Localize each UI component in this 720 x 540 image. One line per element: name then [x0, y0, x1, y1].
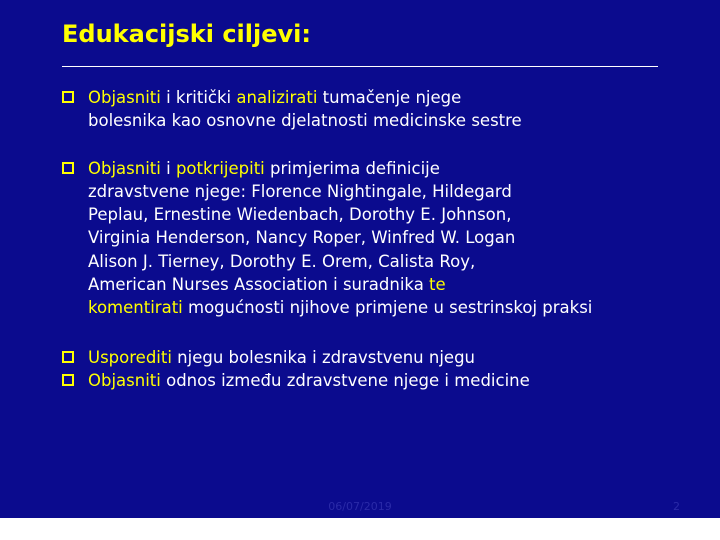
highlighted-text: Objasniti — [88, 158, 161, 178]
highlighted-text: Usporediti — [88, 347, 172, 367]
highlighted-text: potkrijepiti — [175, 158, 265, 178]
body-text: tumačenje njege — [317, 88, 462, 107]
body-text: njegu bolesnika i zdravstvenu njegu — [171, 347, 476, 367]
bullet-line — [88, 109, 682, 132]
body-text: odnos između zdravstvene njege i medicine — [160, 370, 530, 390]
body-text: i kritički — [160, 88, 237, 107]
bullet-item-2 — [62, 157, 682, 320]
bullet-line — [88, 273, 682, 296]
body-text: Peplau, Ernestine Wiedenbach, Dorothy E. Johnson, — [88, 205, 512, 225]
hollow-square-bullet-icon — [62, 91, 74, 103]
page-number: 2 — [673, 500, 680, 513]
body-text: Virginia Henderson, Nancy Roper, Winfred W. Logan — [88, 228, 516, 248]
body-text: primjerima definicije — [264, 158, 440, 178]
highlighted-text: Objasniti — [88, 370, 161, 390]
highlighted-text: te — [429, 275, 446, 295]
highlighted-text: analizirati — [236, 88, 318, 107]
bullet-line — [88, 296, 682, 319]
bullet-line — [88, 369, 682, 392]
footer-date: 06/07/2019 — [328, 500, 392, 513]
body-text: i — [160, 158, 176, 178]
bullet-line — [88, 250, 682, 273]
bullet-list — [62, 86, 682, 392]
bullet-line — [88, 226, 682, 249]
body-text: American Nurses Association i suradnika — [88, 275, 430, 295]
bullet-item-1 — [62, 86, 682, 133]
bullet-line — [88, 86, 682, 109]
bullet-item-4 — [62, 369, 682, 392]
hollow-square-bullet-icon — [62, 351, 74, 363]
body-text: mogućnosti njihove primjene u sestrinskoj praksi — [182, 298, 593, 318]
body-text: zdravstvene njege: Florence Nightingale, Hildegard — [88, 181, 512, 201]
bullet-line — [88, 346, 682, 369]
hollow-square-bullet-icon — [62, 162, 74, 174]
bullet-item-3 — [62, 346, 682, 369]
body-text: Alison J. Tierney, Dorothy E. Orem, Calista Roy, — [88, 251, 476, 271]
slide-title: Edukacijski ciljevi: — [62, 20, 311, 48]
bullet-line — [88, 157, 682, 180]
bullet-line — [88, 203, 682, 226]
hollow-square-bullet-icon — [62, 374, 74, 386]
body-text: bolesnika kao osnovne djelatnosti medicinske sestre — [88, 111, 522, 131]
bullet-line — [88, 180, 682, 203]
title-divider — [62, 66, 658, 67]
highlighted-text: komentirati — [88, 298, 183, 318]
highlighted-text: Objasniti — [88, 88, 161, 107]
